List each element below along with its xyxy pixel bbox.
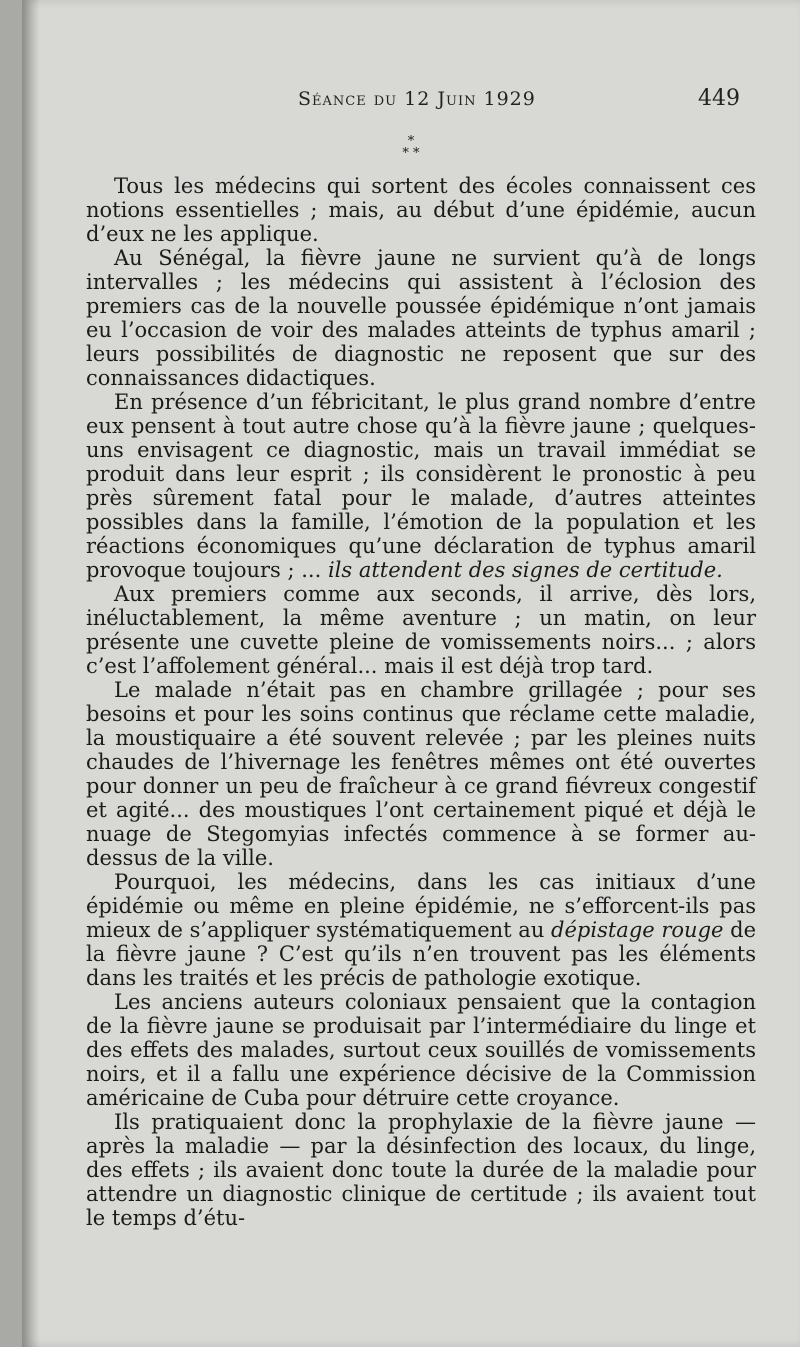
paragraph-4: Aux premiers comme aux seconds, il arrive, dès lors, inéluctablement, la même aventure ; un matin, on leur présente une cuvette pleine de vomissements noirs... ; alors c’est l’affolement général... mais il est déjà trop tard. xyxy=(86,582,756,678)
paragraph-6 xyxy=(86,870,756,990)
paragraph-3-italic: ils attendent des signes de certitude. xyxy=(327,558,723,582)
running-head: Séance du 12 Juin 1929 xyxy=(298,88,536,110)
paragraph-7: Les anciens auteurs coloniaux pensaient que la contagion de la fièvre jaune se produisait par l’intermédiaire du linge et des effets des malades, surtout ceux souillés de vomissements noirs, et il a fallu une expérience décisive de la Commission américaine de Cuba pour détruire cette croyance. xyxy=(86,990,756,1110)
asterism-top: * xyxy=(407,134,415,149)
paragraph-8: Ils pratiquaient donc la prophylaxie de la fièvre jaune — après la maladie — par la désinfection des locaux, du linge, des effets ; ils avaient donc toute la durée de la maladie pour attendre un diagnostic clinique de certitude ; ils avaient tout le temps d’étu- xyxy=(86,1110,756,1230)
paragraph-3-text: En présence d’un fébricitant, le plus grand nombre d’entre eux pensent à tout autre chose qu’à la fièvre jaune ; quelques-uns envisagent ce diagnostic, mais un travail immédiat se produit dans leur esprit ; ils considèrent le pronostic à peu près sûrement fatal pour le malade, d’autres atteintes possibles dans la famille, l’émotion de la population et les réactions économiques qu’une déclaration de typhus amaril provoque toujours ; ... xyxy=(86,390,756,582)
paragraph-6-italic: dépistage rouge xyxy=(551,918,724,942)
body-text xyxy=(86,174,756,1230)
paragraph-6-pre: Pourquoi, les médecins, dans les cas initiaux d’une épidémie ou même en pleine épidémie, ne s’efforcent-ils pas mieux de s’appliquer systématiquement au xyxy=(86,870,756,942)
paragraph-3 xyxy=(86,390,756,582)
paragraph-2: Au Sénégal, la fièvre jaune ne survient qu’à de longs intervalles ; les médecins qui assistent à l’éclosion des premiers cas de la nouvelle poussée épidémique n’ont jamais eu l’occasion de voir des malades atteints de typhus amaril ; leurs possibilités de diagnostic ne reposent que sur des connaissances didactiques. xyxy=(86,246,756,390)
asterism-bottom: * * xyxy=(402,146,420,161)
page-number: 449 xyxy=(698,86,740,111)
paragraph-1: Tous les médecins qui sortent des écoles connaissent ces notions essentielles ; mais, au début d’une épidémie, aucun d’eux ne les applique. xyxy=(86,174,756,246)
page-header xyxy=(22,86,800,116)
book-page xyxy=(22,0,800,1347)
paragraph-5: Le malade n’était pas en chambre grillagée ; pour ses besoins et pour les soins continus que réclame cette maladie, la moustiquaire a été souvent relevée ; par les pleines nuits chaudes de l’hivernage les fenêtres mêmes ont été ouvertes pour donner un peu de fraîcheur à ce grand fiévreux congestif et agité... des moustiques l’ont certainement piqué et déjà le nuage de Stegomyias infectés commence à se former au-dessus de la ville. xyxy=(86,678,756,870)
paragraph-6-post: de la fièvre jaune ? C’est qu’ils n’en trouvent pas les éléments dans les traités et les précis de pathologie exotique. xyxy=(86,918,757,990)
asterism-separator xyxy=(22,136,800,160)
